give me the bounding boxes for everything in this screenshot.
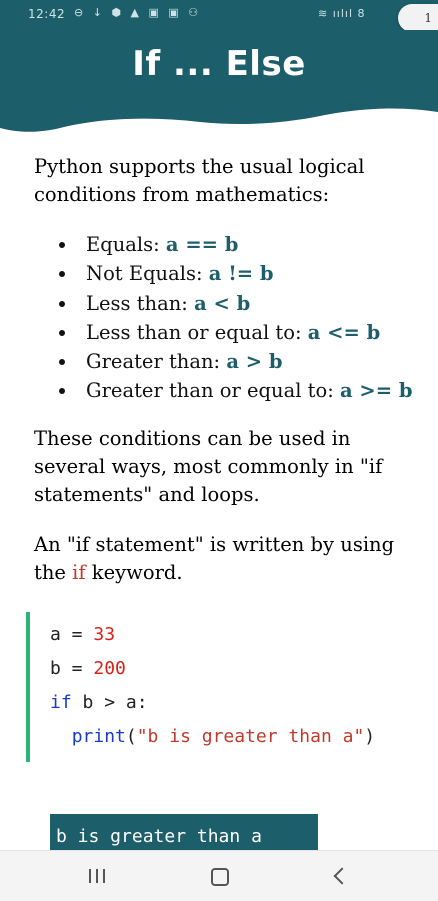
code-variable: a — [50, 624, 61, 645]
condition-label: Equals: — [86, 233, 166, 256]
code-number: 33 — [93, 624, 116, 645]
recent-apps-icon — [88, 869, 106, 883]
code-number: 200 — [93, 658, 126, 679]
back-button[interactable] — [322, 863, 362, 889]
signal-battery-icons: ≋ ıılıl 8 — [318, 7, 366, 20]
code-string: "b is greater than a" — [136, 726, 365, 747]
intro-paragraph: Python supports the usual logical conditions from mathematics: — [34, 155, 365, 206]
condition-operator: a < b — [194, 291, 251, 315]
condition-label: Greater than or equal to: — [86, 379, 340, 403]
code-keyword: if — [50, 692, 72, 713]
code-line — [50, 624, 115, 645]
home-icon — [211, 868, 229, 886]
code-example — [26, 612, 438, 762]
condition-label: Greater than: — [86, 350, 227, 374]
system-nav-bar — [0, 850, 438, 901]
status-bar — [0, 0, 438, 30]
code-line — [50, 726, 375, 747]
code-expression: b > a: — [71, 692, 148, 713]
code-output — [50, 814, 318, 850]
status-time: 12:42 — [28, 7, 66, 21]
conditions-list — [56, 230, 426, 406]
condition-operator: a <= b — [307, 320, 381, 344]
code-indent — [50, 726, 72, 747]
code-operator: = — [60, 624, 94, 645]
output-text: b is greater than a — [56, 826, 262, 847]
condition-label: Less than: — [86, 291, 195, 315]
condition-label: Not Equals: — [86, 262, 209, 286]
code-function: print — [71, 726, 126, 747]
condition-operator: a != b — [208, 262, 274, 286]
paragraph-text: keyword. — [85, 561, 183, 584]
list-item — [56, 230, 426, 259]
home-button[interactable] — [199, 863, 239, 889]
list-item — [56, 318, 426, 347]
code-paren: ( — [125, 726, 137, 747]
code-line — [50, 692, 148, 713]
code-line — [50, 658, 126, 679]
condition-operator: a == b — [165, 233, 239, 256]
list-item — [56, 289, 426, 318]
page-title: If ... Else — [132, 44, 306, 84]
page-header — [0, 30, 438, 140]
back-chevron-icon — [334, 868, 351, 885]
notification-badge[interactable] — [398, 4, 438, 32]
paragraph-text: An "if statement" is written by using the — [34, 533, 395, 584]
condition-operator: a >= b — [340, 379, 413, 403]
recent-apps-button[interactable] — [77, 863, 117, 889]
list-item — [56, 259, 426, 288]
usage-paragraph: These conditions can be used in several ways, most commonly in "if statements" and loops. — [34, 427, 383, 506]
condition-operator: a > b — [226, 350, 283, 374]
list-item — [56, 376, 426, 405]
if-statement-paragraph — [34, 531, 414, 587]
notification-count: 1 — [424, 11, 432, 25]
code-operator: = — [60, 658, 94, 679]
code-variable: b — [50, 658, 61, 679]
code-paren: ) — [364, 726, 376, 747]
condition-label: Less than or equal to: — [86, 320, 308, 344]
notification-icons: ⊖ ↓ ⬢ ▲ ▣ ▣ ⚇ — [74, 6, 202, 19]
if-keyword: if — [72, 561, 86, 584]
list-item — [56, 347, 426, 376]
